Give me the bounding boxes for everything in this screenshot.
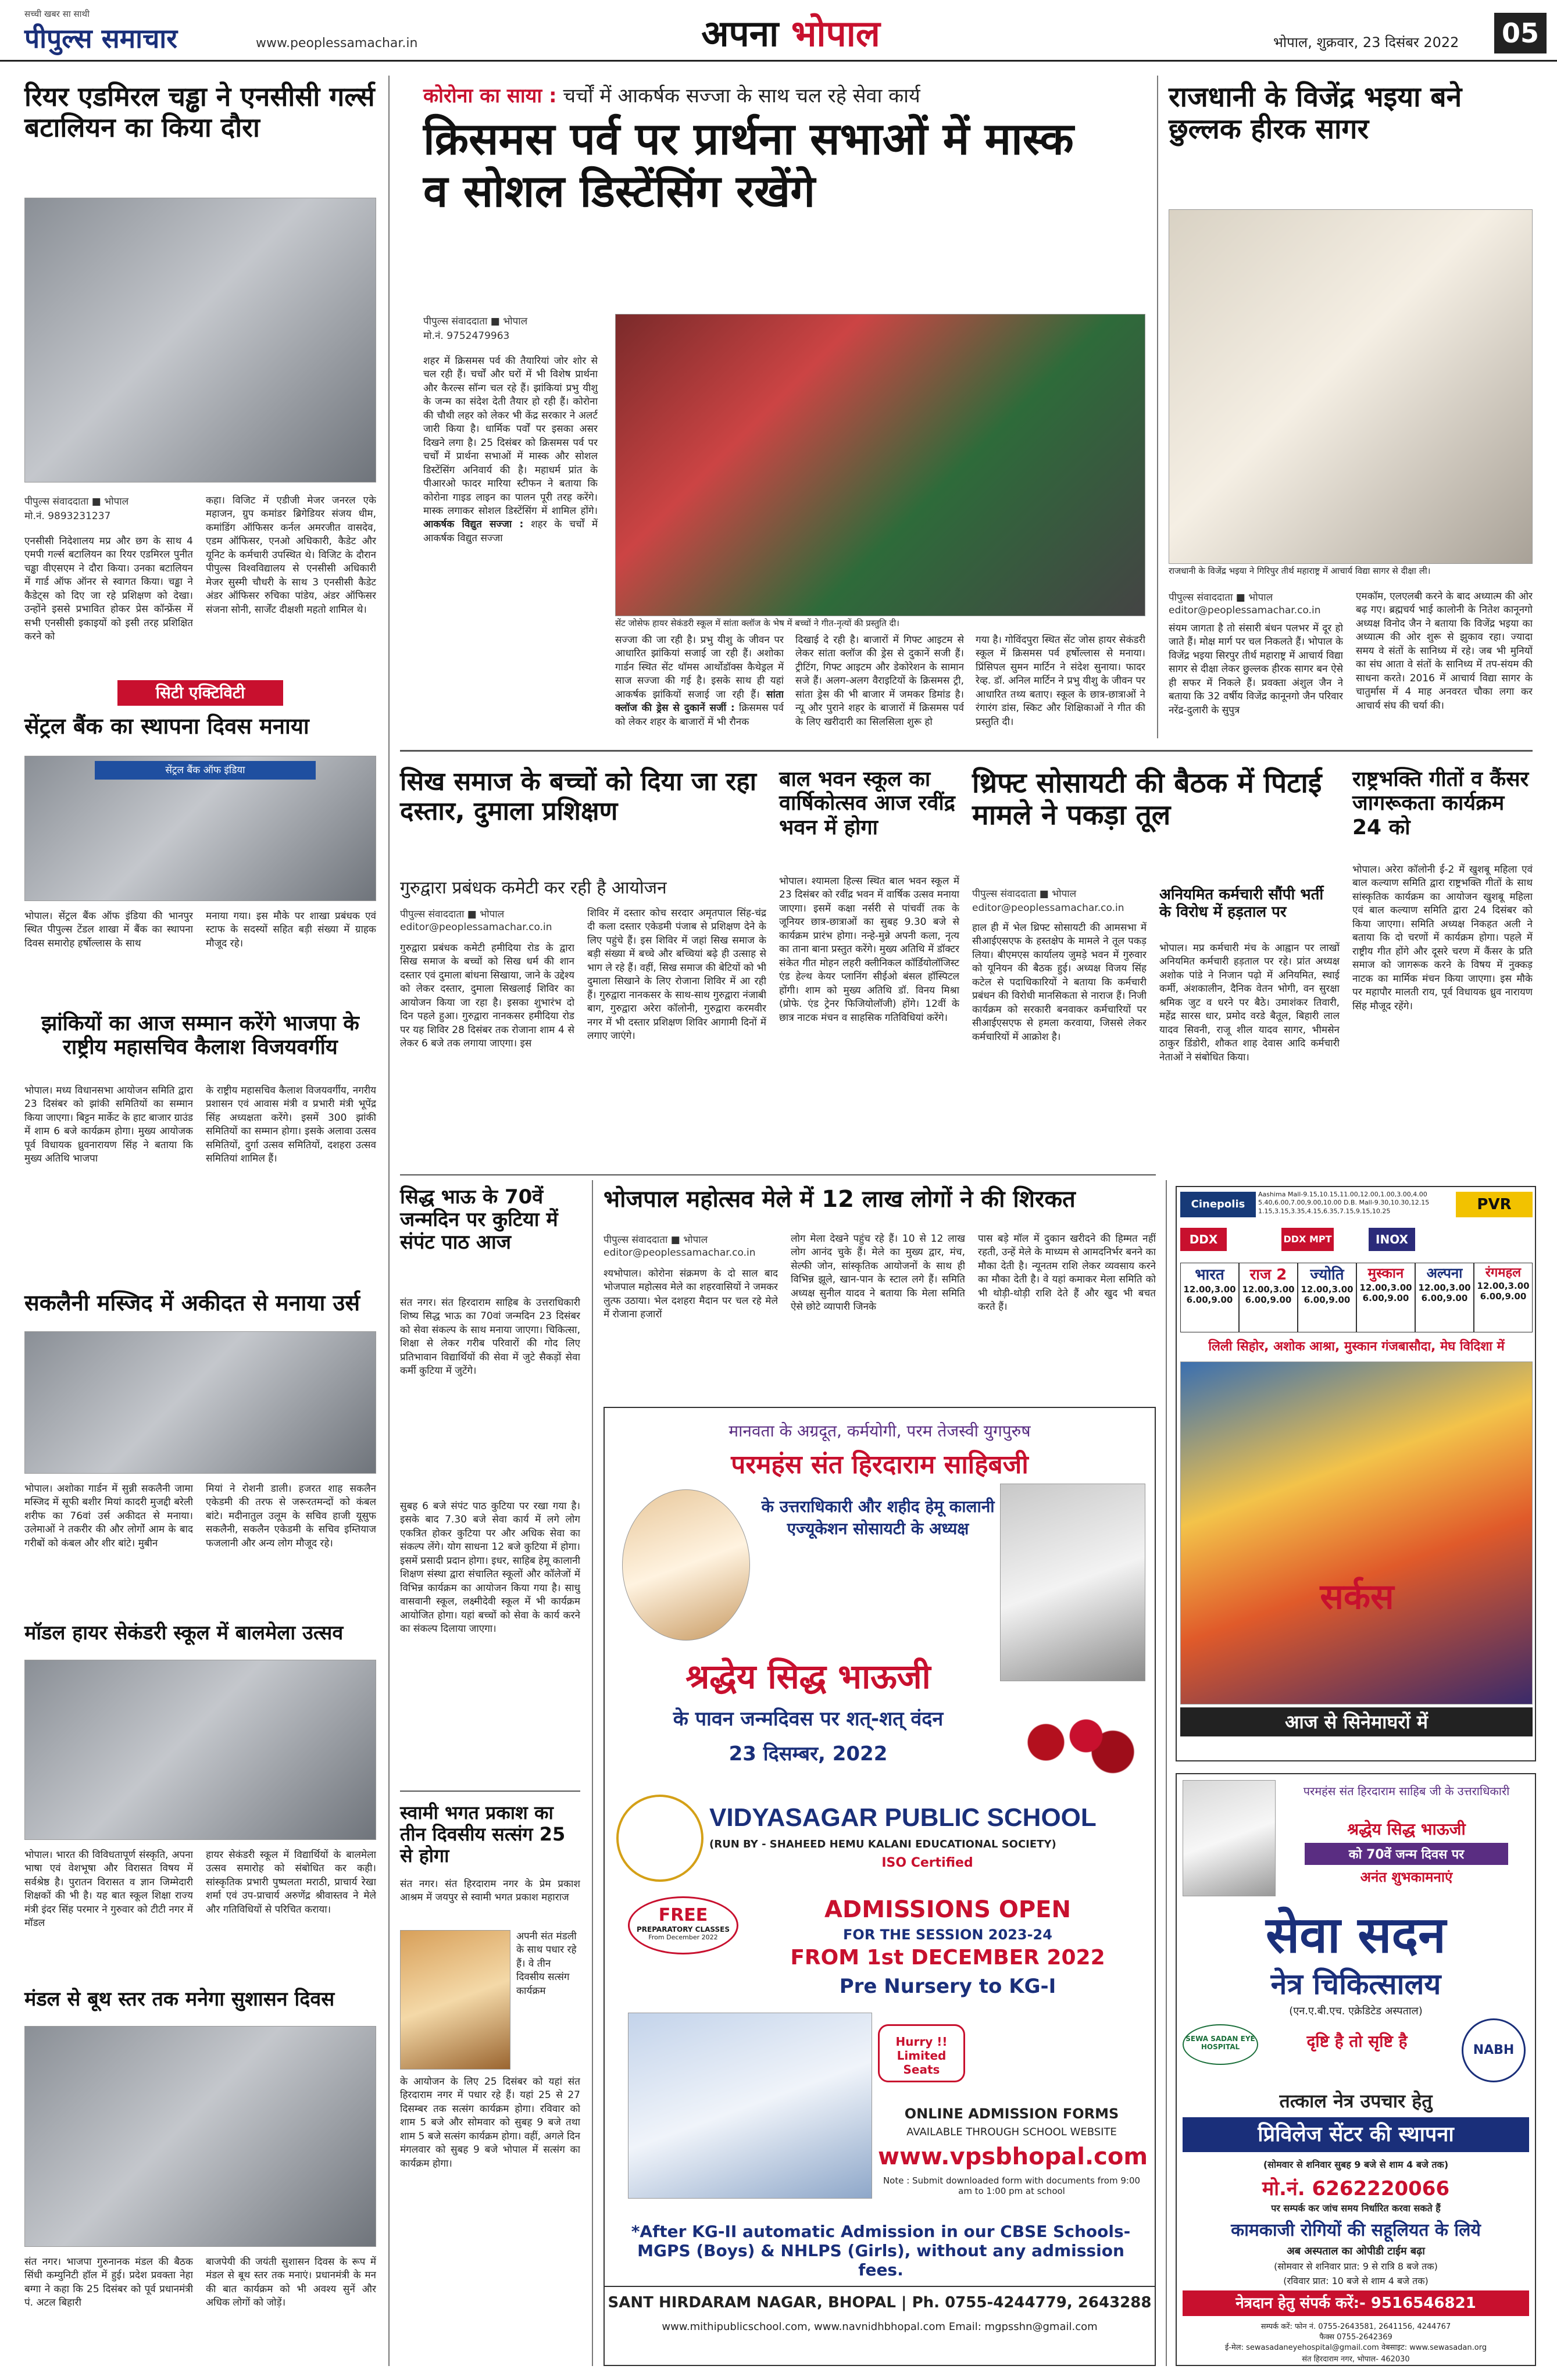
story-jhanki bbox=[24, 1012, 376, 1256]
byline: पीपुल्स संवाददाता ■ भोपाल bbox=[1169, 592, 1273, 603]
school-footnote: *After KG-II automatic Admission in our CBSE Schools- MGPS (Boys) & NHLPS (Girls), without any admission fees. bbox=[631, 2222, 1131, 2279]
email: editor@peoplessamachar.co.in bbox=[972, 902, 1124, 914]
headline: राष्ट्रभक्ति गीतों व कैंसर जागरूकता कार्यक्रम 24 को bbox=[1352, 767, 1529, 839]
hall-times: 12.00,3.00 6.00,9.00 bbox=[1418, 1282, 1471, 1303]
instant-treatment: तत्काल नेत्र उपचार हेतु bbox=[1279, 2090, 1433, 2112]
section-title bbox=[657, 8, 924, 55]
hurry-badge: Hurry !! Limited Seats bbox=[878, 2024, 965, 2082]
body-col1: संयम जागता है तो संसारी बंधन पलभर में दूर हो जाते हैं। मोक्ष मार्ग पर चल निकलते हैं। भोपाल के विजेंद्र भइया सिरपुर तीर्थ महाराष्ट्र में आचार्य विद्या सागर से दीक्षा लेकर छुल्लक हीरक सागर बन ऐसे ही सफर में निकले हैं। प्रवक्ता अंशुल जैन ने बताया कि 32 वर्षीय विजेंद्र कानूनगो जैन परिवार नरेंद्र-दुलारी के सुपुत्र bbox=[1169, 623, 1343, 716]
story-siddh bbox=[400, 1186, 580, 1785]
byline: पीपुल्स संवाददाता ■ भोपाल bbox=[24, 496, 129, 508]
body: हाल ही में भेल थ्रिफ्ट सोसायटी की आमसभा में सीआईएसएफ के हस्तक्षेप के मामले ने तूल पकड़ लिया। बीएमएस कार्यालय जुमड़े भवन में गुरुवार को यूनियन की बैठक हुई। अध्यक्ष विजय सिंह कटेल से पदाधिकारियों ने बताया कि कर्मचारी प्रबंधन की विरोधी मानसिकता से नाराज हैं। निजी कार्यक्रम को सरकारी बनवाकर कर्मचारियों पर सीआईएसएफ से हमला करवाया, जिससे लेकर कर्मचारियों में आक्रोश है। bbox=[972, 922, 1147, 1043]
free-sub: PREPARATORY CLASSES bbox=[637, 1925, 730, 1934]
story-balmela bbox=[24, 1622, 376, 1982]
cinema-brand-ddxmpt: DDX MPT bbox=[1281, 1228, 1334, 1251]
hospital-name: सेवा सदन bbox=[1266, 1906, 1446, 1964]
opd-sunday: (रविवार प्रात: 10 बजे से शाम 4 बजे तक) bbox=[1283, 2275, 1429, 2286]
paper-name: पीपुल्स समाचार bbox=[24, 23, 178, 54]
ad-succession: के उत्तराधिकारी और शहीद हेमू कालानी एज्यूकेशन सोसायटी के अध्यक्ष bbox=[761, 1497, 995, 1538]
ad-greeting: के पावन जन्मदिवस पर शत्-शत् वंदन bbox=[673, 1707, 944, 1731]
contact-fax: फैक्स 0755-2642369 bbox=[1319, 2333, 1392, 2342]
headline: स्वामी भगत प्रकाश का तीन दिवसीय सत्संग 25 से होगा bbox=[400, 1802, 566, 1867]
paper-logo bbox=[24, 8, 269, 55]
story-urs bbox=[24, 1291, 376, 1616]
hall-times: 12.00,3.00 6.00,9.00 bbox=[1477, 1281, 1530, 1302]
ad-date: 23 दिसम्बर, 2022 bbox=[728, 1742, 888, 1766]
section-title-city: भोपाल bbox=[791, 12, 880, 55]
contact-phone: सम्पर्क करें: फोन नं. 0755-2643581, 2641156, 4244767 bbox=[1260, 2322, 1451, 2331]
photo bbox=[24, 756, 376, 901]
body-col1: भोपाल। भारत की विविधतापूर्ण संस्कृति, अपना भाषा एवं वेशभूषा और विरासत विषय में सर्वश्रेष्ठ है। पुरातन विरासत व ज्ञान जिम्मेदारी शिक्षकों की भी है। यह बात स्कूल शिक्षा राज्य मंत्री इंदर सिंह परमार ने गुरुवार को टीटी नगर में मॉडल bbox=[24, 1849, 193, 1929]
email: editor@peoplessamachar.co.in bbox=[400, 921, 552, 933]
section-rule bbox=[400, 750, 1533, 752]
contact: मो.नं. 9752479963 bbox=[423, 330, 510, 342]
hall-alpana bbox=[1415, 1263, 1474, 1332]
story-dastar bbox=[400, 767, 766, 1163]
opd-weekday: (सोमवार से शनिवार प्रात: 9 से रात्रि 8 बजे तक) bbox=[1274, 2261, 1438, 2272]
headline: रियर एडमिरल चड्ढा ने एनसीसी गर्ल्स बटालियन का किया दौरा bbox=[24, 81, 375, 143]
hall-times: 12.00,3.00 6.00,9.00 bbox=[1183, 1284, 1236, 1305]
cinema-brand-pvr: PVR bbox=[1456, 1192, 1533, 1217]
band-label: सिटी एक्टिविटी bbox=[117, 680, 283, 706]
body-col1 bbox=[423, 355, 598, 730]
photo bbox=[24, 198, 376, 483]
masthead bbox=[0, 0, 1557, 62]
movie-title: सर्कस bbox=[1320, 1577, 1394, 1617]
ad-honoree: श्रद्धेय सिद्ध भाऊजी bbox=[685, 1657, 931, 1696]
body-col1: श्यभोपाल। कोरोना संक्रमण के दो साल बाद भोजपाल महोत्सव मेले का शहरवासियों ने जमकर लुत्फ उठाया। भेल दशहरा मैदान पर चल रहे मेले में रोजाना हजारों bbox=[603, 1268, 778, 1321]
headline: सिद्ध भाऊ के 70वें जन्मदिन पर कुटिया में संपंट पाठ आज bbox=[400, 1185, 558, 1255]
seva-sadan-ad bbox=[1176, 1773, 1536, 2366]
ad-saint-name: परमहंस संत हिरदाराम साहिबजी bbox=[731, 1450, 1029, 1480]
kicker-text: चर्चों में आकर्षक सज्जा के साथ चल रहे सेवा कार्य bbox=[563, 84, 920, 108]
dateline: भोपाल, शुक्रवार, 23 दिसंबर 2022 bbox=[1273, 34, 1459, 51]
body-col2: बाजपेयी की जयंती सुशासन दिवस के रूप में मंडल से बूथ स्तर तक मनाएं। प्रधानमंत्री के मन की बात कार्यक्रम को भी अवश्य सुनें और अधिक लोगों को जोड़ें। bbox=[206, 2256, 376, 2309]
school-run-by: (RUN BY - SHAHEED HEMU KALANI EDUCATIONAL SOCIETY) bbox=[709, 1838, 1056, 1850]
privilege-timing: (सोमवार से शनिवार सुबह 9 बजे से शाम 4 बजे तक) bbox=[1263, 2159, 1449, 2170]
body-col2-tail: क्रिसमस पर्व को लेकर शहर के बाजारों में भी रौनक bbox=[615, 702, 784, 728]
subhead: गुरुद्वारा प्रबंधक कमेटी कर रही है आयोजन bbox=[400, 878, 667, 898]
side-body: भोपाल। मप्र कर्मचारी मंच के आह्वान पर लाखों अनियमित कर्मचारी हड़ताल पर रहे। प्रांत अध्यक्ष अशोक पांडे ने निजान पढ़ो में अनियमित, स्थाई कर्मी, अंशकालीन, दैनिक वेतन भोगी, वन सुरक्षा श्रमिक जुट व धरने पर बैठे। उमाशंकर तिवारी, महेंद्र सारस धार, प्रमोद वरडे बैतूल, बिहारी लाल यादव सिवनी, राजू शील यादव सागर, भीमसेन ठाकुर डिंडोरी, शौकत शाह देवास आदि कर्मचारी नेताओं ने संबोधित किया। bbox=[1159, 942, 1340, 1063]
section-title-word: अपना bbox=[701, 12, 779, 55]
nabh-badge: NABH bbox=[1462, 2018, 1526, 2082]
body-col3: दिखाई दे रही है। बाजारों में गिफ्ट आइटम से लेकर सांता क्लॉज की ड्रेस से दुकानें सजी हैं। ट्रीटिंग, गिफ्ट आइटम और डेकोरेशन के सामान सजे हैं। अलग-अलग वैराइटियों के क्रिसमस ट्री, सांता ड्रेस की भी बाजार में जमकर डिमांड है। न्यू और पुराने शहर के बाजारों में क्रिसमस पर्व के लिए खरीदारी का सिलसिला शुरू हो bbox=[795, 634, 964, 728]
photo-caption: राजधानी के विजेंद्र भइया ने गिरिपुर तीर्थ महाराष्ट्र में आचार्य विद्या सागर से दीक्षा ली। bbox=[1169, 566, 1431, 576]
cinema-ad bbox=[1176, 1186, 1536, 1761]
headline: भोजपाल महोत्सव मेले में 12 लाख लोगों ने की शिरकत bbox=[603, 1186, 1076, 1213]
paper-website: www.peoplessamachar.in bbox=[256, 36, 418, 51]
byline: पीपुल्स संवाददाता ■ भोपाल bbox=[603, 1234, 708, 1246]
byline: पीपुल्स संवाददाता ■ भोपाल bbox=[423, 316, 528, 327]
eye-donation[interactable]: नेत्रदान हेतु संपर्क करें:- 9516546821 bbox=[1183, 2290, 1529, 2316]
body-col2: एमकॉम, एलएलबी करने के बाद अध्यात्म की ओर बढ़ गए। ब्रह्मचर्य भाई कालोनी के नितेश कानूनगो अध्यक्ष विनोद जैन ने बताया कि विजेंद्र भइया का अध्यात्म की ओर शुरू से झुकाव रहा। ज्यादा समय वे संतों के सानिध्य में रहे। जब भी मुनियों का संघ आता वे संतों के सानिध्य में तप-संयम की साधना करते। 2016 में आचार्य विद्या सागर के चातुर्मास में 4 माह अनवरत चौका लगा कर आचार्य संघ की चर्या की। bbox=[1356, 591, 1533, 712]
column-rule bbox=[388, 76, 390, 2366]
ad-photo-bhau bbox=[1000, 1484, 1145, 1681]
body-col2: शिविर में दस्तार कोच सरदार अमृतपाल सिंह-चंद्र दी कला दस्तार एकेडमी पंजाब से प्रशिक्षण देने के लिए पहुंचे हैं। इस शिविर में जहां सिख समाज के बड़ी संख्या में बच्चे और बच्चियां बढ़े ही उत्साह से भाग ले रहे हैं। वहीं, सिख समाज की बेटियों को भी दुमाला सिखाने के लिए रोजाना शिविर में आ रही हैं। गुरुद्वारा नानकसर के साथ-साथ गुरुद्वारा नंजाबी बाग, गुरुद्वारा अरेरा कॉलोनी, गुरुद्वारा करमवीर नगर में भी दस्तार प्रशिक्षण शिविर आगामी दिनों में लगाए जाएंगे। bbox=[587, 907, 766, 1042]
body-col1: भोपाल। सेंट्रल बैंक ऑफ इंडिया की भानपुर स्थित पीपुल्स टेंडल शाखा में बैंक का स्थापना दिवस समारोह हर्षोल्लास के साथ bbox=[24, 910, 193, 949]
hall-times: 12.00,3.00 6.00,9.00 bbox=[1242, 1284, 1295, 1305]
hall-name: रंगमहल bbox=[1485, 1266, 1522, 1280]
seva-honoree: श्रद्धेय सिद्ध भाऊजी bbox=[1347, 1820, 1466, 1839]
privilege-mobile[interactable]: मो.नं. 6262220066 bbox=[1262, 2177, 1450, 2200]
story-admiral bbox=[24, 81, 376, 674]
seva-wishes: अनंत शुभकामनाएं bbox=[1360, 1869, 1453, 1885]
opd-extended: अब अस्पताल का ओपीडी टाईम बढ़ा bbox=[1287, 2245, 1425, 2257]
cinema-brand-ddx: DDX bbox=[1180, 1228, 1227, 1251]
free-from: From December 2022 bbox=[648, 1934, 718, 1941]
movie-tagline: आज से सिनेमाघरों में bbox=[1180, 1707, 1533, 1736]
subhead-lighting: आकर्षक विद्युत सज्जा : bbox=[423, 519, 524, 531]
contact-address: संत हिरदाराम नगर, भोपाल- 462030 bbox=[1302, 2355, 1410, 2364]
hall-raj bbox=[1239, 1263, 1298, 1332]
school-web-email: www.mithipublicschool.com, www.navnidhbhopal.com Email: mgpsshn@gmail.com bbox=[662, 2321, 1098, 2333]
story-mahotsav bbox=[603, 1186, 1156, 1395]
school-name: VIDYASAGAR PUBLIC SCHOOL bbox=[709, 1803, 1097, 1832]
photo-banner: सेंट्रल बैंक ऑफ इंडिया bbox=[95, 761, 316, 780]
hall-rangmahal bbox=[1474, 1263, 1533, 1332]
body2: सुबह 6 बजे संपंट पाठ कुटिया पर रखा गया है। इसके बाद 7.30 बजे सेवा कार्य में लगे लोग एकत्रित होकर कुटिया पर और अधिक सेवा का संकल्प लेंगे। योग साधना 12 बजे कुटिया में होगा। इसमें प्रसादी प्रदान होगा। इधर, साहिब हेमू कालानी शिक्षण संस्था द्वारा संचालित स्कूलों और कॉलेजों में विभिन्न कार्यक्रम का आयोजन किया गया है। साधु वासवानी स्कूल, लक्ष्मीदेवी स्कूल में भी कार्यक्रम आयोजित होगा। यहां बच्चों को सेवा के कार्य करने का संकल्प दिलाया जाएगा। bbox=[400, 1500, 580, 1635]
school-logo bbox=[616, 1795, 703, 1882]
school-ad bbox=[603, 1407, 1156, 2366]
school-iso: ISO Certified bbox=[881, 1856, 973, 1870]
hall-name: राज 2 bbox=[1249, 1266, 1287, 1284]
email: editor@peoplessamachar.co.in bbox=[1169, 605, 1321, 616]
headline: बाल भवन स्कूल का वार्षिकोत्सव आज रवींद्र भवन में होगा bbox=[779, 767, 955, 839]
free-label: FREE bbox=[658, 1905, 708, 1925]
ad-photo-saint bbox=[622, 1489, 750, 1641]
contact: मो.नं. 9893231237 bbox=[24, 510, 111, 522]
body-col1-tail: शहर के चर्चों में आकर्षक विद्युत सज्जा bbox=[423, 519, 598, 544]
hospital-name-2: नेत्र चिकित्सालय bbox=[1270, 1967, 1441, 2001]
body2: के आयोजन के लिए 25 दिसंबर को यहां संत हिरदाराम नगर में पधार रहे हैं। यहां 25 से 27 दिसम्बर तक सत्संग कार्यक्रम होगा। रविवार को शाम 5 बजे और सोमवार को सुबह 9 बजे तथा शाम 5 बजे सत्संग कार्यक्रम होगा। वहीं, अगले दिन मंगलवार को सुबह 9 बजे भोपाल में सत्संग का कार्यक्रम होगा। bbox=[400, 2076, 580, 2170]
body-col1-text: शहर में क्रिसमस पर्व की तैयारियां जोर शोर से चल रही हैं। चर्चों और घरों में भी विशेष प्रार्थना और कैरल्स सॉन्ग चल रहे हैं। झांकियां प्रभु यीशु के जन्म का संदेश देती तैयार हो रही हैं। कोरोना की चौथी लहर को लेकर भी केंद्र सरकार ने अलर्ट जारी किया है। धार्मिक पर्वों पर इसका असर दिखने लगा है। 25 दिसंबर को क्रिसमस पर्व पर चर्चों में प्रार्थना सभाओं में मास्क और सोशल डिस्टेंसिंग अनिवार्य की है। महाधर्म प्रांत के पीआरओ फादर मारिया स्टीफन ने बताया कि कोरोना गाइड लाइन का पालन पूरी तरह करेंगे। मास्क लगाकर सोशल डिस्टेंसिंग में शामिल होंगे। bbox=[423, 355, 598, 517]
byline: पीपुल्स संवाददाता ■ भोपाल bbox=[972, 888, 1077, 900]
hall-bharat bbox=[1180, 1263, 1239, 1332]
headline: झांकियों का आज सम्मान करेंगे भाजपा के राष्ट्रीय महासचिव कैलाश विजयवर्गीय bbox=[41, 1012, 359, 1060]
headline: राजधानी के विजेंद्र भइया बने छुल्लक हीरक सागर bbox=[1169, 81, 1462, 146]
privilege-center: प्रिविलेज सेंटर की स्थापना bbox=[1183, 2117, 1529, 2152]
body-col4: गया है। गोविंदपुरा स्थित सेंट जोस हायर सेकंडरी स्कूल में क्रिसमस पर्व हर्षोल्लास से मनाया। प्रिंसिपल सुमन मार्टिन ने संदेश सुनाया। फादर रेव्ह. डॉ. अनिल मार्टिन ने प्रभु यीशु के जीवन पर आधारित तथ्य बताए। स्कूल के छात्र-छात्राओं ने रंगारंग डांस, स्किट और शिक्षिकाओं ने गीत की प्रस्तुति दी। bbox=[976, 634, 1145, 728]
photo bbox=[24, 1331, 376, 1474]
cinema-halls bbox=[1180, 1263, 1533, 1332]
email: editor@peoplessamachar.co.in bbox=[603, 1247, 756, 1259]
body-col1: एनसीसी निदेशालय मप्र और छग के साथ 4 एमपी गर्ल्स बटालियन का रियर एडमिरल पुनीत चड्ढा वीएसएम ने दौरा किया। उनका बटालियन में गार्ड ऑफ ऑनर से स्वागत किया। चड्ढा ने कैडेट्स को दिए जा रहे प्रशिक्षण को देखा। उन्होंने इससे प्रभावित होकर प्रेस कॉन्फ्रेंस में सभी एनसीसी इकाइयों को इसी तरह प्रशिक्षित करने को bbox=[24, 535, 193, 643]
working-patients: कामकाजी रोगियों की सहूलियत के लिये bbox=[1231, 2220, 1481, 2240]
hall-jyoti bbox=[1298, 1263, 1356, 1332]
free-badge bbox=[628, 1896, 738, 1954]
body-col3: पास बड़े मॉल में दुकान खरीदने की हिम्मत नहीं रहती, उन्हें मेले के माध्यम से आमदनिर्भर बनने का मौका देती है। न्यूनतम राशि लेकर व्यवसाय करने का मौका देती है। वे यहां कमाकर मेला समिति को भी थोड़ी-थोड़ी राशि देते हैं और खुद भी बचत करते हैं। bbox=[978, 1233, 1156, 1313]
cinema-halls-line: लिली सिहोर, अशोक आश्रा, मुस्कान गंजबासौदा, मेघ विदिशा में bbox=[1208, 1339, 1505, 1354]
photo bbox=[1169, 209, 1533, 564]
body-col2-text: सज्जा की जा रही है। प्रभु यीशु के जीवन पर आधारित झांकियां सजाई जा रही हैं। अशोका गार्डन स्थित सेंट थॉमस आर्थोडॉक्स कैथेड्रल में साज सज्जा की गई है। इसके साथ ही यहां आकर्षक झांकियों सजाई जा रही हैं। bbox=[615, 634, 784, 701]
column-rule bbox=[1157, 76, 1158, 738]
movie-poster bbox=[1180, 1361, 1533, 1704]
hall-name: ज्योति bbox=[1310, 1266, 1344, 1284]
seva-top-line: परमहंस संत हिरदाराम साहिब जी के उत्तराधिकारी bbox=[1303, 1784, 1510, 1798]
cinema-brand-cinepolis: Cinepolis bbox=[1180, 1192, 1256, 1217]
hall-name: मुस्कान bbox=[1367, 1265, 1404, 1281]
story-christmas bbox=[400, 81, 1145, 732]
school-url[interactable]: www.vpsbhopal.com bbox=[878, 2143, 1148, 2170]
body-narrow: अपनी संत मंडली के साथ पधार रहे हैं। वे तीन दिवसीय सत्संग कार्यक्रम bbox=[516, 1931, 577, 1997]
hall-times: 12.00,3.00 6.00,9.00 bbox=[1359, 1282, 1412, 1303]
headline: सिख समाज के बच्चों को दिया जा रहा दस्तार, दुमाला प्रशिक्षण bbox=[400, 767, 756, 826]
hall-muskan bbox=[1356, 1263, 1415, 1332]
column-rule bbox=[1166, 1180, 1167, 2366]
body-col1: संत नगर। भाजपा गुरुनानक मंडल की बैठक सिंधी कम्युनिटी हॉल में हुई। प्रदेश प्रवक्ता नेहा बग्गा ने कहा कि 25 दिसंबर को पूर्व प्रधानमंत्री पं. अटल बिहारी bbox=[24, 2256, 193, 2309]
body-col2: कहा। विजिट में एडीजी मेजर जनरल एके महाजन, ग्रुप कमांडर ब्रिगेडियर संजय धीम, कमांडिंग ऑफिसर कर्नल अमरजीत वासदेव, एडम ऑफिसर, एनओ अधिकारी, कैडेट और यूनिट के कर्मचारी उपस्थित थे। विजिट के दौरान पीपुल्स विश्वविद्यालय से एनसीसी अधिकारी मेजर सुस्मी चौधरी के साथ 3 एनसीसी कैडेट अंडर ऑफिसर रुचिका पांडेय, अंडर ऑफिसर संजना सोनी, सार्जेंट दीक्षशी महतो शामिल थे। bbox=[206, 495, 376, 616]
photo bbox=[24, 2026, 376, 2247]
page-number: 05 bbox=[1494, 13, 1547, 53]
body-col1: भोपाल। अशोका गार्डन में सुन्नी सकलैनी जामा मस्जिद में सूफी बशीर मियां कादरी मुजद्दी बरेली शरीफ का 76वां उर्स अकीदत से मनाया। उलेमाओं ने तकरीर की और लोगोंं आम के बाद गरीबों को कंबल और शीर बांटे। मुबीन bbox=[24, 1483, 193, 1549]
photo bbox=[24, 1660, 376, 1840]
body: भोपाल। श्यामला हिल्स स्थित बाल भवन स्कूल में 23 दिसंबर को रवींद्र भवन में वार्षिक उत्सव मनाया जाएगा। इसमें कक्षा नर्सरी से पांचवीं तक के जूनियर छात्र-छात्राओं का सुबह 9.30 बजे से कार्यक्रम प्रारंभ होगा। नन्हे-मुन्ने अपनी कला, नृत्य का ताना बाना प्रस्तुत करेंगे। मुख्य अतिथि में डॉक्टर संकेत गीत मोहन लहरी क्लीनिकल कॉर्डियोलॉजिस्ट एंड हेल्थ केयर प्लानिंग सीईओ बंसल हॉस्पिटल होंगी। शाम को मुख्य अतिथि डॉ. विनय मिश्रा (प्रोफे. एंड ट्रेनर फिजियोलॉजी) होंगे। 12वीं के छात्र नाटक मंचन व साहसिक गतिविधियां करेंगे। bbox=[779, 875, 959, 1024]
contact-email-web: ई-मेल: sewasadaneyehospital@gmail.com वेबसाइट: www.sewasadan.org bbox=[1224, 2343, 1487, 2352]
paper-tagline: सच्ची खबर सा साथी bbox=[24, 9, 90, 19]
subhead-santa: सांता क्लॉज की ड्रेस से दुकानें सजीं : bbox=[615, 688, 784, 714]
hall-name: भारत bbox=[1195, 1266, 1224, 1284]
ad-photo-children bbox=[628, 2013, 872, 2199]
cinema-times: Aashima Mall-9.15,10.15,11.00,12.00,1.00,3.00,4.00 5.40,6.00,7.00,9.00,10.00 D.B. Mall-9.30,10.30,12.15 1.15,3.15,3.35,4.15,6.35,7.15,9.15,10.25 bbox=[1258, 1191, 1430, 1215]
admissions-session: FOR THE SESSION 2023-24 bbox=[843, 1927, 1052, 1943]
body-col2: हायर सेकंडरी स्कूल में विद्यार्थियों के बालमेला उत्सव समारोह को संबोधित कर कही। सांस्कृतिक प्रभारी पुष्पलता मराठी, प्राचार्य रेखा शर्मा एवं उप-प्राचार्य अरुणेंद्र श्रीवास्तव ने मेले और गतिविधियों से परिचित कराया। bbox=[206, 1849, 376, 1916]
hospital-accred: (एन.ए.बी.एच. एक्रेडिटेड अस्पताल) bbox=[1289, 2005, 1423, 2017]
photo-swami bbox=[400, 1930, 510, 2070]
headline: क्रिसमस पर्व पर प्रार्थना सभाओं में मास्क व सोशल डिस्टेंसिंग रखेंगे bbox=[423, 113, 1074, 217]
section-rule bbox=[400, 1791, 580, 1792]
hospital-motto: दृष्टि है तो सृष्टि है bbox=[1306, 2032, 1408, 2051]
story-sushasan bbox=[24, 1988, 376, 2372]
admissions-open: ADMISSIONS OPEN bbox=[824, 1896, 1071, 1923]
body-col1: गुरुद्वारा प्रबंधक कमेटी हमीदिया रोड के द्वारा सिख समाज के बच्चों को सिख धर्म की शान दस्तार एवं दुमाला बांधना सिखाया, जाने के उद्देश्य को लेकर दस्तार, दुमाला सिखलाई शिविर का आयोजन किया जा रहा है। इसका शुभारंभ दो दिन पहले हुआ। गुरुद्वारा नानकसर हमीदिया रोड पर यह शिविर 28 दिसंबर तक रोजाना शाम 4 से लेकर 6 बजे तक लगाया जाएगा। इस bbox=[400, 942, 574, 1050]
story-rashtrabhakti bbox=[1352, 767, 1533, 1163]
admissions-from: FROM 1st DECEMBER 2022 bbox=[790, 1946, 1105, 1970]
seva-bday: को 70वें जन्म दिवस पर bbox=[1305, 1843, 1508, 1865]
byline: पीपुल्स संवाददाता ■ भोपाल bbox=[400, 909, 505, 920]
body1: संत नगर। संत हिरदाराम नगर के प्रेम प्रकाश आश्रम में जयपुर से स्वामी भगत प्रकाश महाराज bbox=[400, 1878, 580, 1904]
side-headline: अनियमित कर्मचारी सौंपी भर्ती के विरोध में हड़ताल पर bbox=[1159, 886, 1324, 921]
section-rule bbox=[400, 1174, 1156, 1175]
online-forms: ONLINE ADMISSION FORMS bbox=[904, 2106, 1119, 2122]
hospital-logo: SEWA SADAN EYE HOSPITAL bbox=[1183, 2024, 1258, 2065]
kicker bbox=[423, 81, 1144, 108]
school-address: SANT HIRDARAM NAGAR, BHOPAL | Ph. 0755-4244779, 2643288 bbox=[605, 2286, 1155, 2311]
story-satsang bbox=[400, 1802, 580, 2372]
body: भोपाल। अरेरा कॉलोनी ई-2 में खुशबू महिला एवं बाल कल्याण समिति द्वारा राष्ट्रभक्ति गीतों के साथ सांस्कृतिक कार्यक्रम का आयोजन खुशबू महिला एवं बाल कल्याण समिति द्वारा 24 दिसंबर को किया जाएगा। समिति अध्यक्ष निकहत अली ने बताया कि दो चरणों में कार्यक्रम होगा। पहले में राष्ट्रीय गीत होंगे और दूसरे चरण में कैंसर के प्रति समाज को जागरूक करने के विषय में नुक्कड़ नाटक का मार्मिक मंचन किया जाएगा। इस मौके पर महापौर मालती राय, पूर्व विधायक ध्रुव नारायण सिंह मौजूद रहेंगे। bbox=[1352, 864, 1533, 1012]
photo bbox=[615, 314, 1145, 616]
hall-times: 12.00,3.00 6.00,9.00 bbox=[1301, 1284, 1354, 1305]
photo-caption: सेंट जोसेफ हायर सेकंडरी स्कूल में सांता क्लॉज के भेष में बच्चों ने गीत-नृत्यों की प्रस्तुति दी। bbox=[615, 618, 899, 628]
ad-roses bbox=[1006, 1710, 1140, 1774]
ad-photo-bhau bbox=[1183, 1780, 1276, 1896]
story-balbhavan bbox=[779, 767, 959, 1163]
story-thrift bbox=[972, 767, 1340, 1163]
body-col1: भोपाल। मध्य विधानसभा आयोजन समिति द्वारा 23 दिसंबर को झांकी समितियों का सम्मान किया जाएगा। बिट्टन मार्केट के हाट बाजार ग्राउंड में शाम 6 बजे कार्यक्रम होगा। मुख्य आयोजक पूर्व विधायक ध्रुवनारायण सिंह ने बताया कि मुख्य अतिथि भाजपा bbox=[24, 1085, 193, 1165]
headline: सेंट्रल बैंक का स्थापना दिवस मनाया bbox=[24, 713, 309, 739]
available-through: AVAILABLE THROUGH SCHOOL WEBSITE bbox=[906, 2126, 1117, 2138]
body-col2: मनाया गया। इस मौके पर शाखा प्रबंधक एवं स्टाफ के सदस्यों सहित बड़ी संख्या में ग्राहक मौजूद रहे। bbox=[206, 910, 376, 949]
admissions-classes: Pre Nursery to KG-I bbox=[839, 1975, 1056, 1998]
headline: मॉडल हायर सेकंडरी स्कूल में बालमेला उत्सव bbox=[24, 1621, 344, 1645]
column-rule bbox=[592, 1180, 593, 2366]
headline: थ्रिफ्ट सोसायटी की बैठक में पिटाई मामले ने पकड़ा तूल bbox=[972, 767, 1322, 832]
ad-top-line: मानवता के अग्रदूत, कर्मयोगी, परम तेजस्वी युगपुरुष bbox=[728, 1421, 1031, 1441]
story-vijendra bbox=[1169, 81, 1533, 732]
headline: सकलैनी मस्जिद में अकीदत से मनाया उर्स bbox=[24, 1290, 360, 1316]
body-col2: के राष्ट्रीय महासचिव कैलाश विजयवर्गीय, नगरीय प्रशासन एवं आवास मंत्री व प्रभारी मंत्री भूपेंद्र सिंह अध्यक्षता करेंगे। इसमें 300 झांकी समितियों का सम्मान होगा। इसके अलावा उत्सव समितियों, दुर्गा उत्सव समितियों, दशहरा उत्सव समितियां शामिल हैं। bbox=[206, 1085, 376, 1165]
body-col2: मियां ने रोशनी डाली। हजरत शाह सकलैन एकेडमी की तरफ से जरूरतमन्दों को कंबल बांटे। मदीनातुल उलूम के सचिव हाजी यूसुफ सकलैनी, सकलैन एकेडमी के सचिव इम्तियाज फजलानी और अन्य लोग मौजूद रहे। bbox=[206, 1483, 376, 1549]
contact-note: पर सम्पर्क कर जांच समय निर्धारित करवा सकते हैं bbox=[1271, 2203, 1441, 2214]
kicker-label: कोरोना का साया : bbox=[423, 84, 557, 108]
headline: मंडल से बूथ स्तर तक मनेगा सुशासन दिवस bbox=[24, 1988, 335, 2011]
body-col2: लोग मेला देखने पहुंच रहे हैं। 10 से 12 लाख लोग आनंद चुके हैं। मेले का मुख्य द्वार, मंच, सेल्फी जोन, सांस्कृतिक आयोजनों के साथ ही विभिन्न झूले, खान-पान के स्टाल लगे हैं। समिति अध्यक्ष सुनील यादव ने बताया कि मेला समिति ऐसे छोटे व्यापारी जिनके bbox=[791, 1233, 965, 1313]
cinema-brand-inox: INOX bbox=[1369, 1228, 1415, 1251]
school-note: Note : Submit downloaded form with documents from 9:00 am to 1:00 pm at school bbox=[883, 2175, 1141, 2196]
body-col2 bbox=[615, 634, 784, 730]
city-activity bbox=[24, 680, 376, 994]
hall-name: अल्पना bbox=[1426, 1265, 1463, 1281]
body1: संत नगर। संत हिरदाराम साहिब के उत्तराधिकारी शिष्य सिद्ध भाऊ का 70वां जन्मदिन 23 दिसंबर को सेवा संकल्प के साथ मनाया जाएगा। चिकित्सा, शिक्षा से लेकर गरीब परिवारों की गोद लिए प्रतिभावान विद्यार्थियों की सेवा में जुटे सैकड़ों सेवा कर्मी कुटिया में जुटेंगे। bbox=[400, 1297, 580, 1377]
